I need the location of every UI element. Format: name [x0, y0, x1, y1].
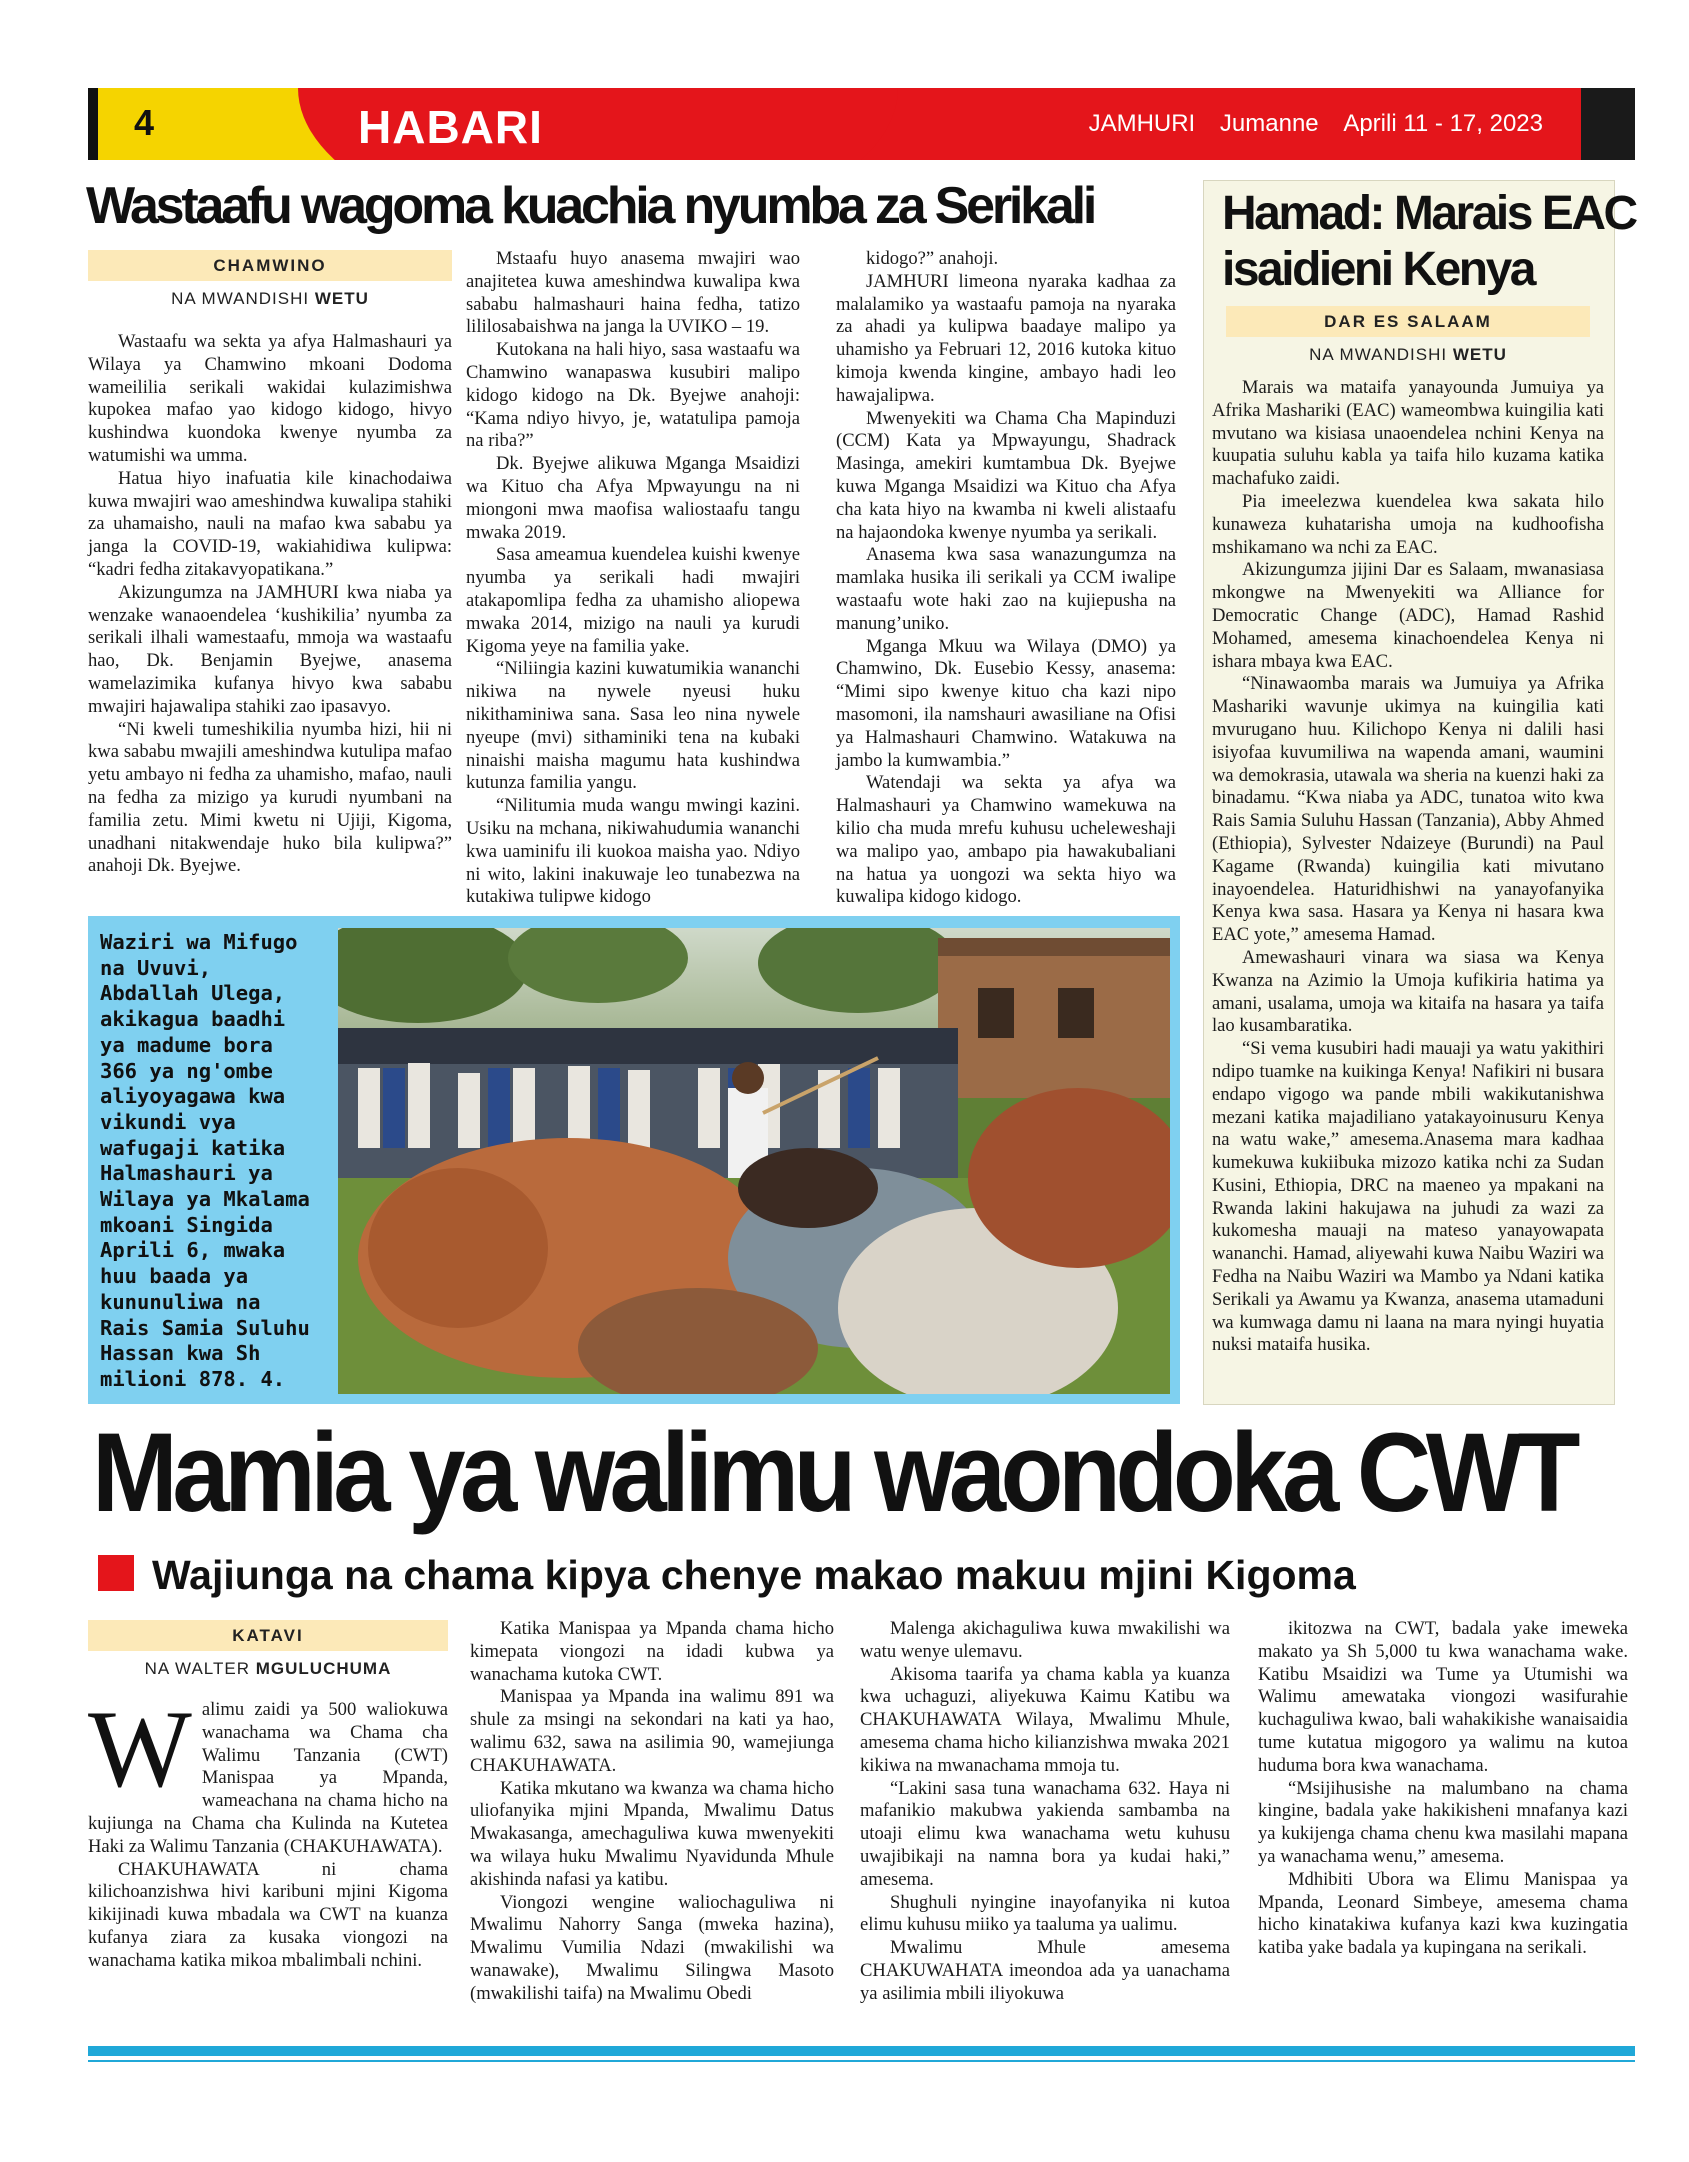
- story1-column-3: [836, 248, 1176, 909]
- paragraph: Katika Manispaa ya Mpanda chama hicho kimepata viongozi na idadi kubwa ya wanachama kutoka CWT.: [470, 1618, 834, 1685]
- paper-name: JAMHURI: [1088, 110, 1196, 137]
- paragraph: “Lakini sasa tuna wanachama 632. Haya ni mafanikio makubwa yakienda sambamba na utoaji elimu kwa wanachama wetu kuhusu uwajibikaji na namna bora ya kudai haki,” amesema.: [860, 1777, 1230, 1890]
- paragraph: Mganga Mkuu wa Wilaya (DMO) ya Chamwino, Dk. Eusebio Kessy, anasema: “Mimi sipo kwenye kituo cha kazi nipo masomoni, ila namshauri awasiliane na Ofisi ya Halmashauri Chamwino. Watakuwa na jambo la kumwambia.”: [836, 635, 1176, 771]
- paragraph: Amewashauri vinara wa siasa wa Kenya Kwanza na Azimio la Umoja kufikiria hatima ya amani, usalama, umoja wa kitaifa na hasara ya taifa lao kusambaratika.: [1212, 946, 1604, 1037]
- story3-column-3: [860, 1618, 1230, 2006]
- bottom-rule: [88, 2046, 1635, 2056]
- paragraph: kidogo?” anahoji.: [866, 248, 999, 269]
- story2-byline: NA MWANDISHI WETU: [1309, 345, 1507, 364]
- story3-column-2: [470, 1618, 834, 2006]
- paragraph: ikitozwa na CWT, badala yake imeweka makato ya Sh 5,000 tu kwa wanachama wake. Katibu Msaidizi wa Tume ya Utumishi wa Walimu amewataka viongozi wasifurahie kuchaguliwa kwao, bali wahakikishe wanaisaidia tume kutatua migogoro ya walimu na kutoa huduma bora kwa wanachama.: [1258, 1618, 1628, 1776]
- header-left-bar: [88, 88, 98, 160]
- story3-byline: NA WALTER MGULUCHUMA: [144, 1659, 392, 1678]
- paragraph: “Si vema kusubiri hadi mauaji ya watu yakithiri ndipo tuamke na kuikinga Kenya! Nafikiri ni busara endapo vigogo wa pande mbili wakikutanishwa mezani katika majadiliano yatakayoinusuru Kenya na watu wake,” amesema.Anasema mara kadhaa kumekuwa kukiibuka mizozo katika nchi za Sudan Kusini, Ethiopia, DRC na maeneo ya mpakani na Rwanda lakini hakujawa na juhudi za wazi za kukomesha mauaji na mateso yanayowapata wananchi. Hamad, aliyewahi kuwa Naibu Waziri wa Fedha na Naibu Waziri wa Mambo ya Ndani katika Serikali ya Awamu ya Kwanza, anasema utamaduni wa kumwaga damu ni laana na mara nyingi huyatia nuksi mataifa husika.: [1212, 1038, 1604, 1356]
- story3-location: KATAVI: [88, 1620, 448, 1651]
- story2-headline: Hamad: Marais EAC isaidieni Kenya: [1222, 187, 1636, 296]
- story2-location: DAR ES SALAAM: [1226, 306, 1590, 337]
- paragraph: “Ninawaomba marais wa Jumuiya ya Afrika Mashariki wavunje ukimya na kuingilia kati mvurugano huu. Kilichopo Kenya ni dalili hasi isiyofaa kuvumiliwa na wapenda amani, waumini wa demokrasia, utawala wa sheria na kuenzi haki za binadamu. “Kwa niaba ya ADC, tunatoa wito kwa Rais Samia Suluhu Hassan (Tanzania), Abby Ahmed (Ethiopia), Sylvester Ndaizeye (Burundi) na Paul Kagame (Rwanda) kuingilia kati mivutano inayoendelea. Haturidhishwi na yanayofanyika Kenya kwa sasa. Hasara ya Kenya ni hasara kwa EAC yote,” amesema Hamad.: [1212, 673, 1604, 946]
- photo-caption: Waziri wa Mifugo na Uvuvi, Abdallah Ulega, akikagua baadhi ya madume bora 366 ya ng'ombe aliyoyagawa kwa vikundi vya wafugaji katika Halmashauri ya Wilaya ya Mkalama mkoani Singida Aprili 6, mwaka huu baada ya kununuliwa na Rais Samia Suluhu Hassan kwa Sh milioni 878. 4.: [100, 930, 310, 1391]
- story3-lead: Walimu zaidi ya 500 waliokuwa wanachama wa Chama cha Walimu Tanzania (CWT) Manispaa ya Mpanda, wameachana na chama hicho na kujiunga na Chama cha Kulinda na Kutetea Haki za Walimu Tanzania (CHAKUHAWATA).: [88, 1688, 448, 1857]
- page-header: [88, 88, 1635, 160]
- paragraph: Manispaa ya Mpanda ina walimu 891 wa shule za msingi na sekondari na kati ya hao, walimu 632, sawa na asilimia 90, wamejiunga CHAKUHAWATA.: [470, 1686, 834, 1776]
- paragraph: Anasema kwa sasa wanazungumza na mamlaka husika ili serikali ya CCM iwalipe wastaafu wote haki zao na kujiepusha na manung’uniko.: [836, 544, 1176, 634]
- paragraph: Wastaafu wa sekta ya afya Halmashauri ya Wilaya ya Chamwino mkoani Dodoma wameililia serikali wakidai kulazimishwa kupokea mafao yao kidogo kidogo, hivyo kushindwa kuondoka kwenye nyumba za watumishi wa umma.: [88, 331, 452, 466]
- paragraph: Marais wa mataifa yanayounda Jumuiya ya Afrika Mashariki (EAC) wameombwa kuingilia kati mvutano wa kisiasa unaoendelea nchini Kenya na kuupatia suluhu kabla ya taifa hilo kuzama katika machafuko zaidi.: [1212, 377, 1604, 490]
- paragraph: CHAKUHAWATA ni chama kilichoanzishwa hivi karibuni mjini Kigoma kikijinadi kuwa mbadala wa CWT na kuanza kufanya ziara za kusaka viongozi na wanachama katika mikoa mbalimbali nchini.: [88, 1858, 448, 1971]
- issue-dates: Aprili 11 - 17, 2023: [1343, 110, 1543, 137]
- paragraph: Shughuli nyingine inayofanyika ni kutoa elimu kuhusu miiko ya taaluma ya ualimu.: [860, 1891, 1230, 1936]
- paragraph: Hatua hiyo inafuatia kile kinachodaiwa kuwa mwajiri wao ameshindwa kuwalipa stahiki za uhamaisho, nauli na mafao kwa sababu ya janga la COVID-19, wakiahidiwa kulipwa: “kadri fedha zitakavyopatikana.”: [88, 467, 452, 580]
- story3-column-1: [88, 1620, 448, 1973]
- story3-column-4: [1258, 1618, 1628, 1960]
- story2-column: [1212, 306, 1604, 1357]
- cattle-photo-illustration: [338, 928, 1170, 1394]
- paragraph: JAMHURI limeona nyaraka kadhaa za malalamiko ya wastaafu pamoja na nyaraka za ahadi ya kulipwa baadaye malipo ya uhamisho ya Februari 12, 2016 kutoka kituo kimoja kwenda kingine, ambayo hadi leo hawajalipwa.: [836, 270, 1176, 406]
- red-square-icon: [98, 1555, 134, 1591]
- paragraph: “Msijihusishe na malumbano na chama kingine, badala yake hakikisheni mnafanya kazi ya kukijenga chama chenu kwa masilahi mapana ya wanachama wenu,” amesema.: [1258, 1777, 1628, 1867]
- story3-subheadline: Wajiunga na chama kipya chenye makao makuu mjini Kigoma: [98, 1552, 1356, 1599]
- story1-column-1: [88, 250, 452, 878]
- story1-headline: Wastaafu wagoma kuachia nyumba za Serikali: [86, 177, 1095, 235]
- issue-day: Jumanne: [1219, 110, 1319, 137]
- bottom-rule-thin: [88, 2060, 1635, 2062]
- paragraph: Akizungumza na JAMHURI kwa niaba ya wenzake wanaoendelea ‘kushikilia’ nyumba za serikali ilhali wamestaafu, mmoja wa wastaafu hao, Dk. Benjamin Byejwe, anasema wamelazimika kufanya hivyo kwa sababu mwajiri hajawalipa stahiki zao ipasavyo.: [88, 581, 452, 717]
- paragraph: Mwenyekiti wa Chama Cha Mapinduzi (CCM) Kata ya Mpwayungu, Shadrack Masinga, amekiri kumtambua Dk. Byejwe kuwa Mganga Msaidizi wa Kituo cha Afya cha kata hiyo na kwamba ni kweli alistaafu na hajaondoka kwenye nyumba ya serikali.: [836, 407, 1176, 543]
- drop-cap: W: [88, 1688, 192, 1810]
- issue-info: [1071, 110, 1543, 138]
- paragraph: Sasa ameamua kuendelea kuishi kwenye nyumba ya serikali hadi mwajiri atakapomlipa fedha za uhamisho aliopewa mwaka 2014, mizigo na nauli ya kurudi Kigoma yeye na familia yake.: [466, 544, 800, 657]
- paragraph: Dk. Byejwe alikuwa Mganga Msaidizi wa Kituo cha Afya Mpwayungu na ni miongoni mwa maofisa waliostaafu tangu mwaka 2019.: [466, 453, 800, 543]
- page-number: 4: [134, 102, 155, 143]
- paragraph: Pia imeelezwa kuendelea kwa sakata hilo kunaweza kuhatarisha umoja na kudhoofisha mshikamano wa nchi za EAC.: [1212, 490, 1604, 558]
- paragraph: Akisoma taarifa ya chama kabla ya kuanza kwa uchaguzi, aliyekuwa Kaimu Katibu wa CHAKUHAWATA Wilaya, Mwalimu Mhule, amesema chama hicho kilianzishwa mwaka 2021 kikiwa na mwanachama mmoja tu.: [860, 1663, 1230, 1776]
- paragraph: Viongozi wengine waliochaguliwa ni Mwalimu Nahorry Sanga (mweka hazina), Mwalimu Vumilia Ndazi (mwakilishi wa wanawake), Mwalimu Silingwa Masoto (mwakilishi taifa) na Mwalimu Obedi: [470, 1891, 834, 2004]
- paragraph: Kutokana na hali hiyo, sasa wastaafu wa Chamwino wanapaswa kusubiri malipo kidogo kidogo na Dk. Byejwe anahoji: “Kama ndiyo hivyo, je, watatulipa pamoja na riba?”: [466, 339, 800, 452]
- paragraph: “Nilitumia muda wangu mwingi kazini. Usiku na mchana, nikiwahudumia wananchi kwa uaminifu ili kuokoa maisha yao. Ndiyo ni wito, lakini inakuwaje leo tunabezwa na kutakiwa tulipwe kidogo: [466, 795, 800, 908]
- story1-location: CHAMWINO: [88, 250, 452, 281]
- header-right-block: [1581, 88, 1635, 160]
- paragraph: Mdhibiti Ubora wa Elimu Manispaa ya Mpanda, Leonard Simbeye, amesema chama hicho kinatakiwa kufanya kazi kwa kuzingatia katiba yake badala ya kupingana na serikali.: [1258, 1868, 1628, 1959]
- section-title: HABARI: [358, 101, 543, 153]
- paragraph: “Ni kweli tumeshikilia nyumba hizi, hii ni kwa sababu mwajili ameshindwa kutulipa mafao yetu ambayo ni fedha za uhamisho, mafao, nauli na fedha za mizigo ya kurudi nyumbani na familia zetu. Mimi kwetu ni Ujiji, Kigoma, unadhani nitakwendaje huko bila kulipwa?” anahoji Dk. Byejwe.: [88, 718, 452, 877]
- story1-byline: NA MWANDISHI WETU: [171, 289, 369, 308]
- paragraph: Malenga akichaguliwa kuwa mwakilishi wa watu wenye ulemavu.: [860, 1618, 1230, 1662]
- paragraph: Katika mkutano wa kwanza wa chama hicho uliofanyika mjini Mpanda, Mwalimu Datus Mwakasanga, amechaguliwa kuwa mwenyekiti wa wilaya huku Mwalimu Nyavidunda Mhule akishinda nafasi ya katibu.: [470, 1777, 834, 1890]
- paragraph: Mstaafu huyo anasema mwajiri wao anajitetea kuwa ameshindwa kuwalipa kwa sababu halmashauri haina fedha, tatizo lililosabaishwa na janga la UVIKO – 19.: [466, 248, 800, 338]
- story3-headline: Mamia ya walimu waondoka CWT: [92, 1410, 1575, 1535]
- paragraph: Mwalimu Mhule amesema CHAKUWAHATA imeondoa ada ya uanachama ya asilimia mbili iliyokuwa: [860, 1937, 1230, 2004]
- paragraph: “Niliingia kazini kuwatumikia wananchi nikiwa na nywele nyeusi huku nikithaminiwa sana. Sasa leo nina nywele nyeupe (mvi) sithaminiki tena na kubaki ninaishi maisha magumu hata kushindwa kutunza familia yangu.: [466, 658, 800, 794]
- paragraph: Watendaji wa sekta ya afya wa Halmashauri ya Chamwino wamekuwa na kilio cha muda mrefu kuhusu ucheleweshaji wa malipo yao, ambapo pia hawakubaliani na hatua ya uongozi wa sekta hiyo wa kuwalipa kidogo kidogo.: [836, 772, 1176, 908]
- story1-column-2: [466, 248, 800, 909]
- cattle-photo: [338, 928, 1170, 1394]
- paragraph: Akizungumza jijini Dar es Salaam, mwanasiasa mkongwe na Mwenyekiti wa Alliance for Democratic Change (ADC), Hamad Rashid Mohamed, amesema kinachoendelea Kenya ni ishara mbaya kwa EAC.: [1212, 559, 1604, 672]
